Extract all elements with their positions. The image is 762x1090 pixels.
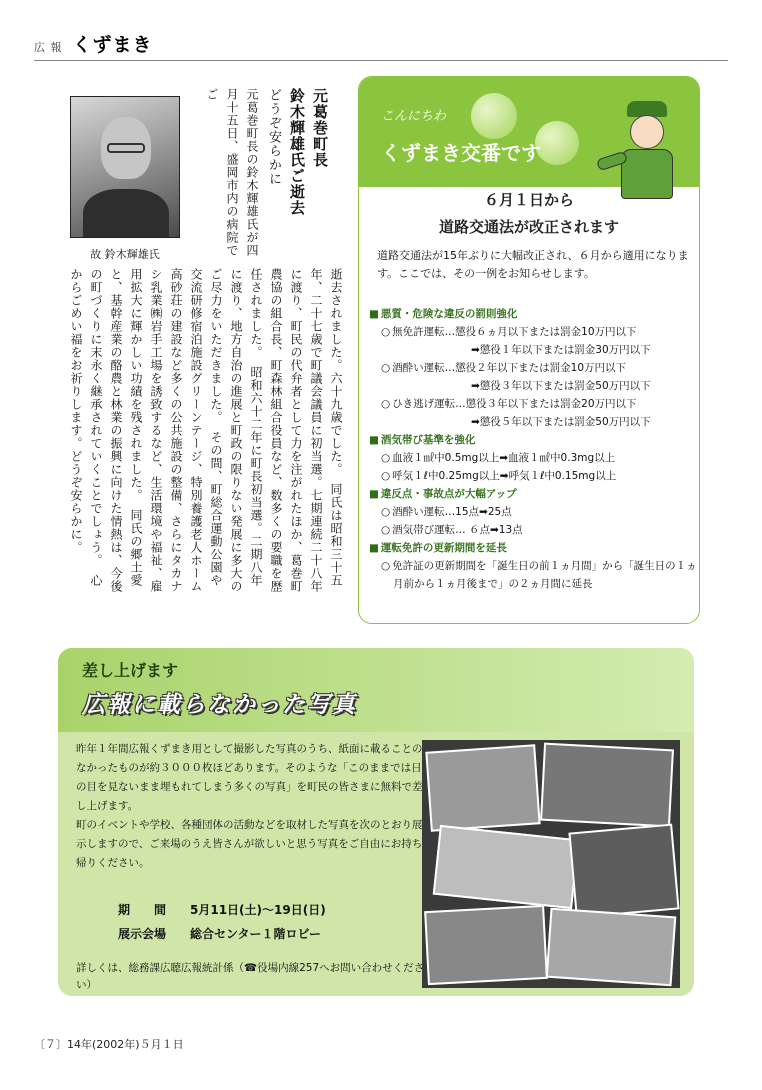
photos-body-1: 昨年１年間広報くずまき用として撮影した写真のうち、紙面に載ることのなかったものが約３０００枚ほどあります。そのような「このままでは日の目を見ないまま埋もれてしまう多くの写真」を町民の皆さまに無料で差し上げます。 [76, 743, 423, 812]
period-label: 期 間 [118, 903, 167, 917]
event-venue [118, 922, 326, 946]
obituary-heading-2: 鈴木輝雄氏ご逝去 [288, 88, 306, 216]
masthead [34, 30, 153, 56]
kouban-greeting: こんにちわ [381, 109, 447, 124]
item-alcohol-points: ○ 酒気帯び運転… ６点➡13点 [369, 521, 697, 539]
item-unlicensed: ○ 無免許運転…懲役６ヵ月以下または罰金10万円以下 [369, 323, 697, 341]
item-drunk-points: ○ 酒酔い運転…15点➡25点 [369, 503, 697, 521]
item-unlicensed-new: ➡懲役１年以下または罰金30万円以下 [471, 344, 651, 356]
collage-photo-5 [424, 905, 548, 985]
obituary-article [60, 78, 350, 598]
kouban-title: くずまき交番です [381, 141, 541, 165]
photos-giveaway-section [58, 648, 694, 996]
photos-body [76, 740, 424, 873]
kouban-box [358, 76, 700, 624]
item-blood-alcohol: ○ 血液１㎖中0.5mg以上➡血液１㎖中0.3mg以上 [369, 449, 697, 467]
headline-main: 道路交通法が改正されます [438, 218, 619, 236]
collage-photo-4 [568, 824, 679, 919]
photo-caption: 故 鈴木輝雄氏 [90, 248, 160, 261]
item-renewal-period: ○ 免許証の更新期間を「誕生日の前１ヵ月間」から「誕生日の１ヵ月前から１ヵ月後まで」の２ヵ月間に延長 [369, 557, 697, 593]
collage-photo-6 [546, 908, 677, 987]
venue-label: 展示会場 [118, 927, 167, 941]
top-rule [34, 60, 728, 61]
photos-kicker: 差し上げます [82, 661, 179, 680]
obituary-body-top: 元葛巻町長の鈴木輝雄氏が四月十五日、盛岡市内の病院でご [205, 88, 259, 257]
section-points: ■ 違反点・事故点が大幅アップ [369, 485, 697, 503]
kouban-items [369, 305, 697, 593]
obituary-header [202, 88, 331, 264]
decor-circle-2 [535, 121, 579, 165]
masthead-small: 広 報 [34, 41, 63, 54]
kouban-intro: 道路交通法が15年ぶりに大幅改正され、６月から適用になります。ここでは、その一例をお知らせします。 [377, 249, 689, 280]
period-value: 5月11日(土)～19日(日) [190, 903, 326, 917]
collage-photo-2 [540, 743, 674, 828]
section-penalties: ■ 悪質・危険な違反の罰則強化 [369, 305, 697, 323]
portrait-photo [70, 96, 180, 238]
event-info [118, 898, 326, 946]
photos-body-2: 町のイベントや学校、各種団体の活動などを取材した写真を次のとおり展示しますので、ご来場のうえ皆さんが欲しいと思う写真をご自由にお持ち帰りください。 [76, 819, 423, 869]
item-hit-and-run: ○ ひき逃げ運転…懲役３年以下または罰金20万円以下 [369, 395, 697, 413]
kouban-headline [359, 189, 699, 237]
masthead-title: くずまき [72, 34, 153, 56]
obituary-heading-1: 元葛巻町長 [311, 88, 329, 168]
decor-circle-1 [471, 93, 517, 139]
contact-info: 詳しくは、総務課広聴広報統計係（☎役場内線257へお問い合わせください） [76, 962, 425, 991]
item-drunk-driving-new: ➡懲役３年以下または罰金50万円以下 [471, 380, 651, 392]
obituary-body: 逝去されました。六十九歳でした。 同氏は昭和三十五年、二十七歳で町議会議員に初当選。七期連続二十八年に渡り、町民の代弁者として力を注がれたほか、葛巻町農協の組合長、町森林組合役員など、数多くの要職を歴任されました。 昭和六十二年に町長初当選。二期八年に渡り、地方自治の進展と町政の限りない発展に多大のご尽力をいただきました。 その間、町総合運動公園や交流研修宿泊施設グリーンテージ、特別養護老人ホーム高砂荘の建設など多くの公共施設の整備、さらにタカナシ乳業㈱岩手工場を誘致するなど、生活環境や福祉、雇用拡大に輝かしい功績を残されました。 同氏の郷土愛と、基幹産業の酪農と林業の振興に向けた情熱は、今後の町づくりに末永く継承されていくことでしょう。 心からごめい福をお祈りします。どうぞ安らかに。 [69, 268, 343, 593]
collage-photo-1 [425, 744, 540, 831]
collage-photo-3 [433, 825, 580, 909]
item-breath-alcohol: ○ 呼気１ℓ中0.25mg以上➡呼気１ℓ中0.15mg以上 [369, 467, 697, 485]
event-period [118, 898, 326, 922]
obituary-subheading: どうぞ安らかに [266, 88, 281, 186]
section-license-renewal: ■ 運転免許の更新期間を延長 [369, 539, 697, 557]
portrait-suit [83, 189, 169, 238]
photo-collage [422, 740, 680, 988]
page-footer: 〔７〕14年(2002年)５月１日 [34, 1038, 184, 1051]
portrait-glasses [107, 143, 145, 153]
item-drunk-driving: ○ 酒酔い運転…懲役２年以下または罰金10万円以下 [369, 359, 697, 377]
officer-head [630, 115, 664, 149]
section-alcohol-standard: ■ 酒気帯び基準を強化 [369, 431, 697, 449]
item-hit-and-run-new: ➡懲役５年以下または罰金50万円以下 [471, 416, 651, 428]
headline-date: ６月１日から [483, 191, 574, 209]
photos-title: 広報に載らなかった写真 [82, 692, 357, 718]
venue-value: 総合センター１階ロビー [190, 927, 322, 941]
